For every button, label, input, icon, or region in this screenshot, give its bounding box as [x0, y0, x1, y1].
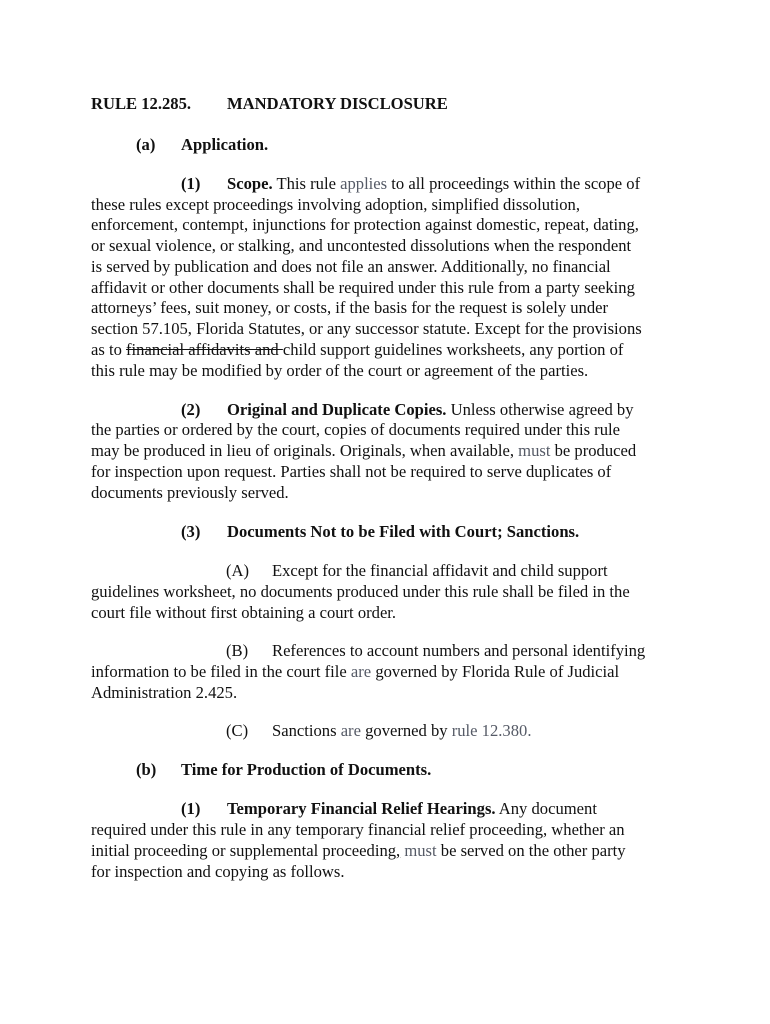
section-b-heading: [136, 760, 736, 780]
section-b-title: Time for Production of Documents.: [181, 760, 432, 779]
paragraph-line: section 57.105, Florida Statutes, or any successor statute. Except for the provisions: [91, 319, 642, 338]
section-a-label: (a): [136, 135, 156, 154]
paragraph-line: [91, 340, 691, 360]
text-run: governed by: [360, 721, 452, 740]
paragraph-line: for inspection and copying as follows.: [91, 862, 345, 881]
text-run: Sanctions: [272, 721, 341, 740]
section-a-title: Application.: [181, 135, 269, 154]
paragraph-a1-label: (1): [181, 174, 201, 193]
subparagraph-label: (A): [226, 561, 250, 580]
rule-number: RULE 12.285.: [91, 94, 192, 113]
paragraph-line: is served by publication and does not file an answer. Additionally, no financial: [91, 257, 611, 276]
amended-text: must: [400, 841, 437, 860]
deleted-text: financial affidavits and: [126, 340, 283, 359]
text-run: to all proceedings within the scope of: [387, 174, 641, 193]
paragraph-line: this rule may be modified by order of the court or agreement of the parties.: [91, 361, 589, 380]
paragraph-line: required under this rule in any temporary financial relief proceeding, whether an: [91, 820, 625, 839]
paragraph-line: [91, 841, 691, 861]
paragraph-line: [181, 174, 770, 194]
rule-heading: [91, 94, 691, 114]
amended-text: are: [350, 662, 372, 681]
section-b-label: (b): [136, 760, 157, 779]
text-run: governed by Florida Rule of Judicial: [371, 662, 620, 681]
inserted-text: ,: [396, 841, 401, 860]
paragraph-line: [91, 441, 691, 461]
paragraph-line: or sexual violence, or stalking, and uncontested dissolutions when the respondent: [91, 236, 632, 255]
paragraph-a3-label: (3): [181, 522, 201, 541]
text-run: may be produced in lieu of originals. Originals, when available,: [91, 441, 519, 460]
text-run: This rule: [276, 174, 341, 193]
amended-text: are: [340, 721, 361, 740]
paragraph-a2-label: (2): [181, 400, 201, 419]
amended-text: applies: [340, 174, 388, 193]
text-run: initial proceeding or supplemental proceeding: [91, 841, 397, 860]
paragraph-line: [181, 799, 770, 819]
paragraph-a2-title: Original and Duplicate Copies.: [227, 400, 447, 419]
text-run: Any document: [495, 799, 597, 818]
paragraph-b1-label: (1): [181, 799, 201, 818]
paragraph-line: [226, 641, 770, 661]
paragraph-line: these rules except proceedings involving adoption, simplified dissolution,: [91, 195, 580, 214]
paragraph-a3-title: Documents Not to be Filed with Court; Sanctions.: [227, 522, 580, 541]
paragraph-line: [91, 662, 691, 682]
paragraph-line: documents previously served.: [91, 483, 289, 502]
paragraph-line: [181, 400, 770, 420]
paragraph-line: attorneys’ fees, suit money, or costs, if the basis for the request is solely under: [91, 298, 609, 317]
subparagraph-label: (B): [226, 641, 249, 660]
paragraph-line: guidelines worksheet, no documents produced under this rule shall be filed in the: [91, 582, 630, 601]
text-run: References to account numbers and personal identifying: [272, 641, 646, 660]
paragraph-a3-heading: [181, 522, 770, 542]
amended-text: rule 12.380.: [451, 721, 532, 740]
paragraph-line: enforcement, contempt, injunctions for protection against domestic, repeat, dating,: [91, 215, 639, 234]
text-run: information to be filed in the court file: [91, 662, 351, 681]
text-run: Unless otherwise agreed by: [446, 400, 634, 419]
text-run: be produced: [550, 441, 637, 460]
rule-title: MANDATORY DISCLOSURE: [227, 94, 448, 113]
amended-text: must: [518, 441, 551, 460]
text-run: child support guidelines worksheets, any portion of: [282, 340, 624, 359]
subparagraph-label: (C): [226, 721, 249, 740]
text-run: Except for the financial affidavit and child support: [272, 561, 608, 580]
paragraph-line: [226, 561, 770, 581]
paragraph-line: the parties or ordered by the court, copies of documents required under this rule: [91, 420, 620, 439]
paragraph-line: court file without first obtaining a court order.: [91, 603, 397, 622]
text-run: as to: [91, 340, 127, 359]
section-a-heading: [136, 135, 736, 155]
paragraph-b1-title: Temporary Financial Relief Hearings.: [227, 799, 496, 818]
paragraph-line: Administration 2.425.: [91, 683, 238, 702]
subparagraph-a3-C: [226, 721, 770, 741]
paragraph-line: affidavit or other documents shall be required under this rule from a party seeking: [91, 278, 635, 297]
paragraph-a1-title: Scope.: [227, 174, 273, 193]
paragraph-line: for inspection upon request. Parties shall not be required to serve duplicates of: [91, 462, 612, 481]
text-run: be served on the other party: [436, 841, 626, 860]
